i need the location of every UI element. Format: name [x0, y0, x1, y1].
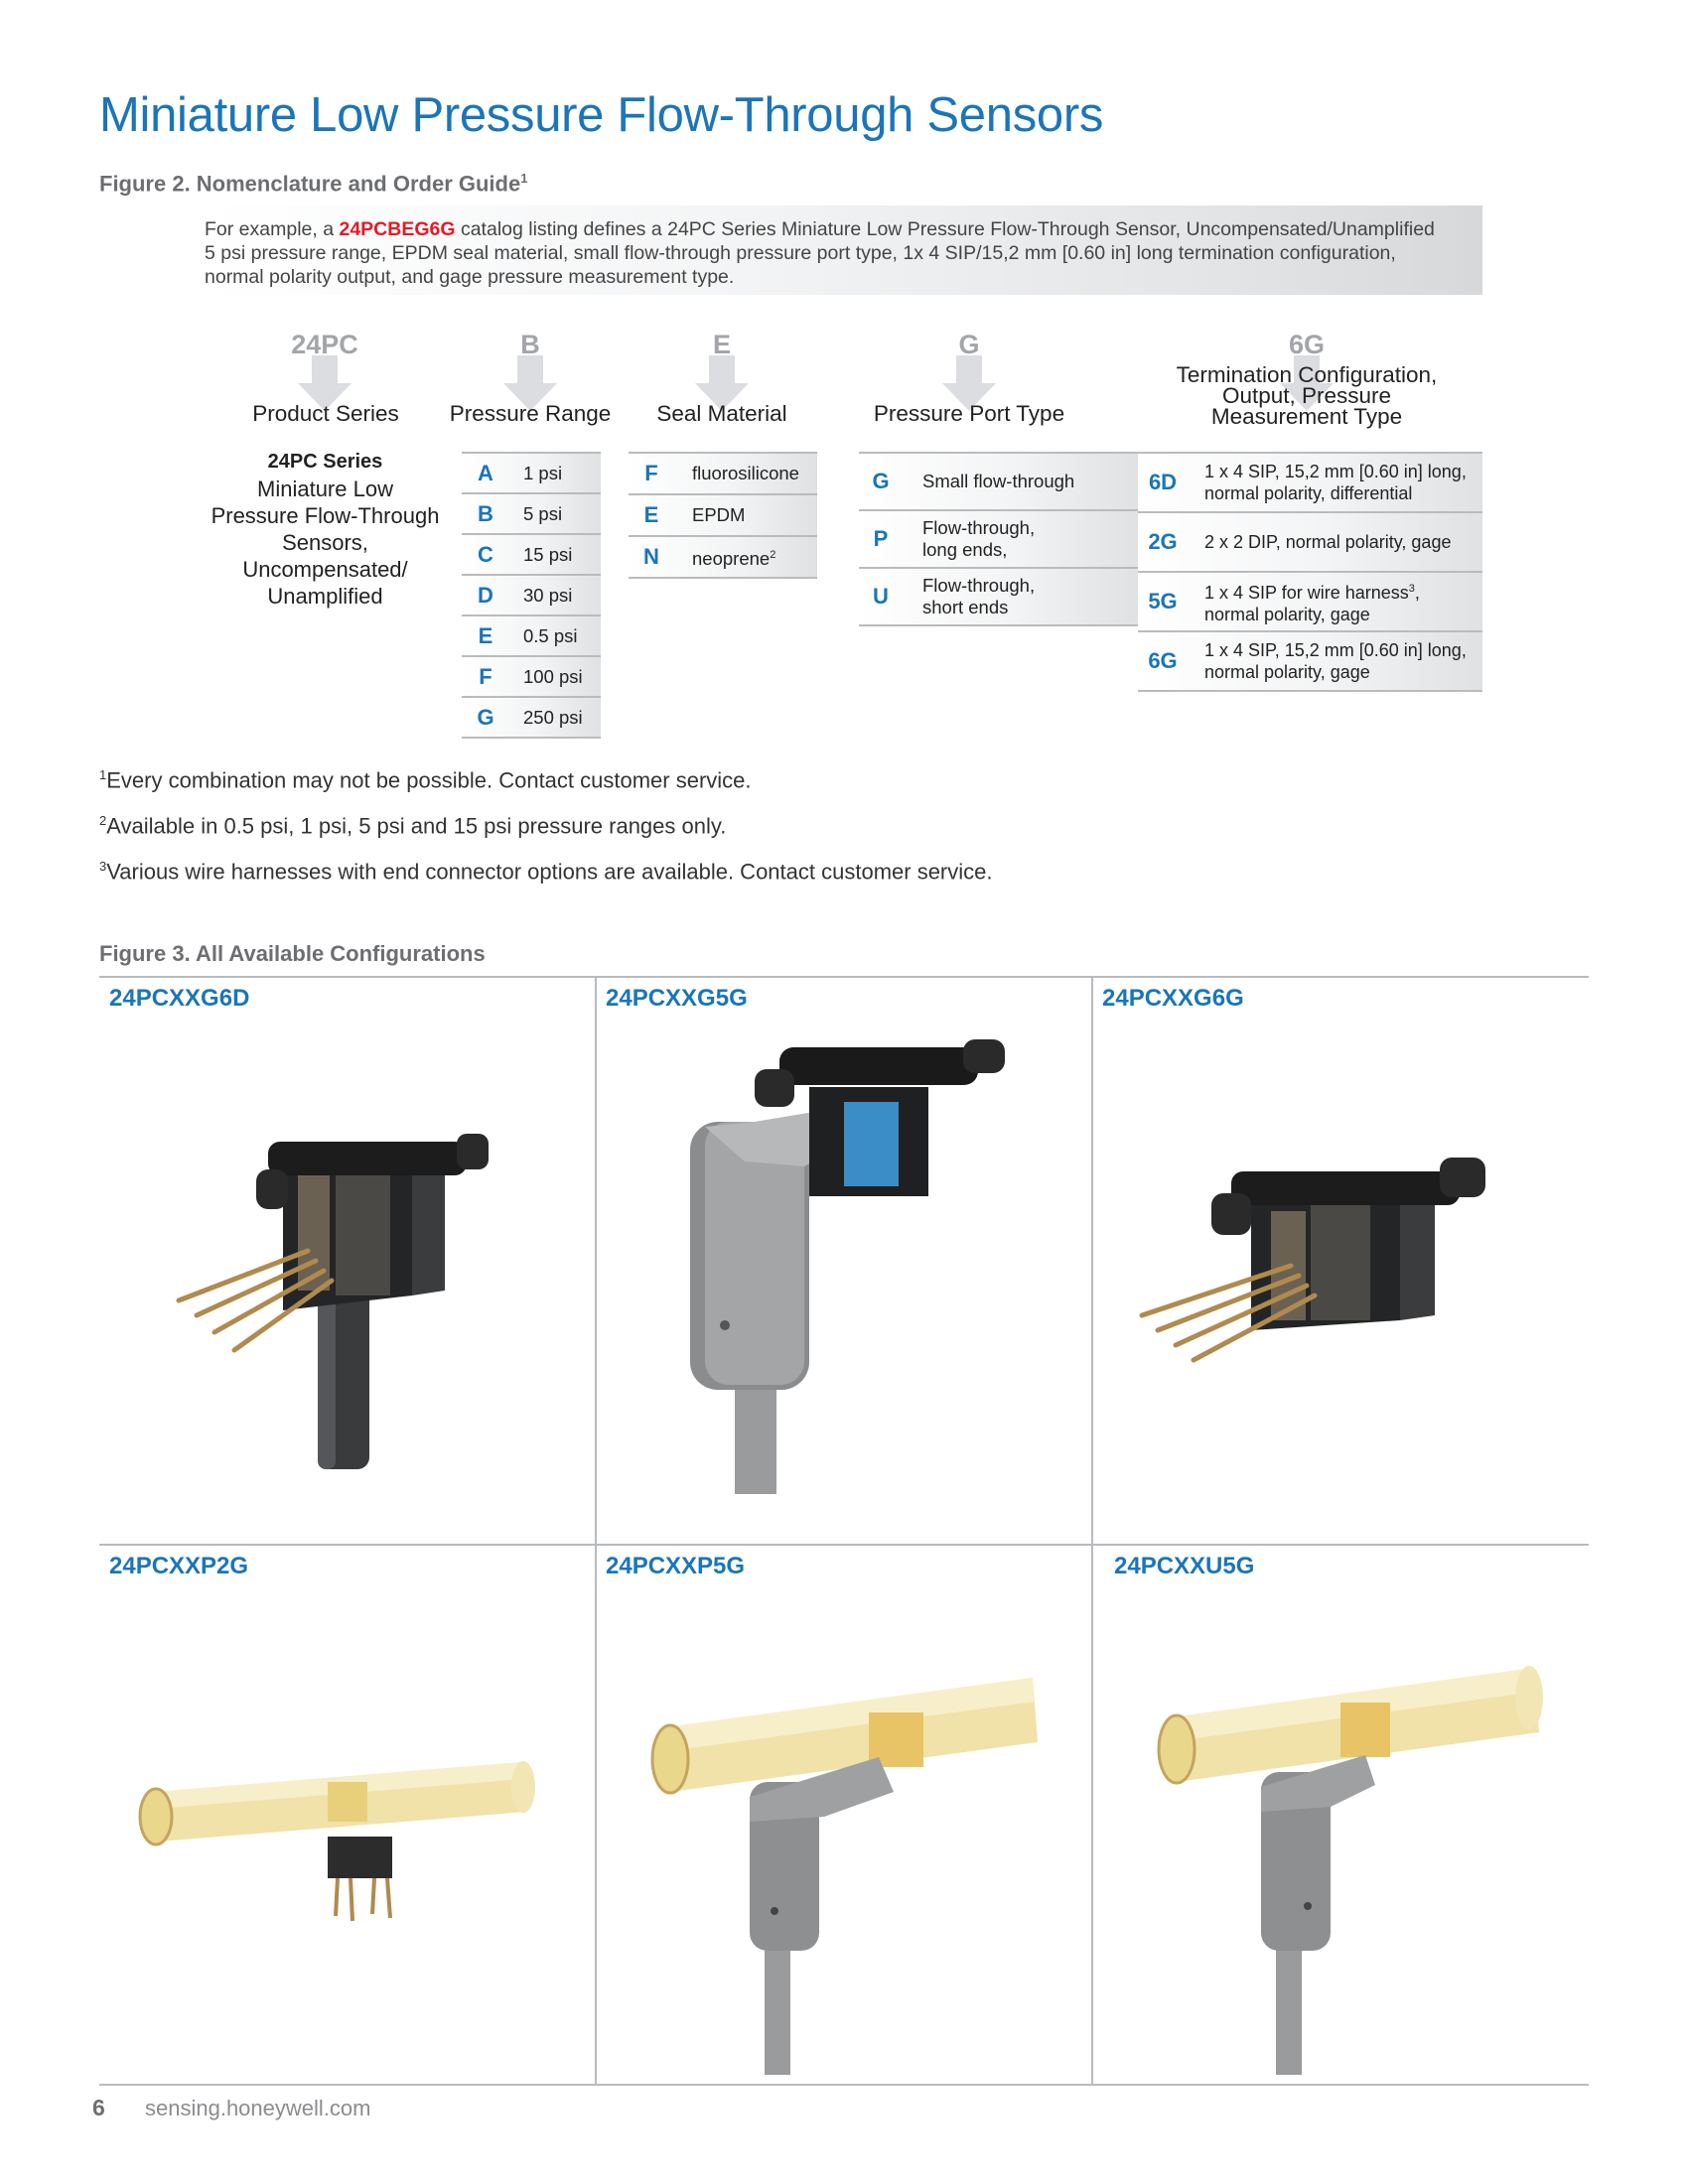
option-value-line [1204, 578, 1420, 604]
grid-divider [1091, 978, 1093, 2084]
column-label: Pressure Range [449, 401, 612, 426]
termination-table [1138, 452, 1482, 692]
option-key: P [873, 526, 889, 551]
footnote-text: Every combination may not be possible. Contact customer service. [106, 767, 752, 793]
page-title: Miniature Low Pressure Flow-Through Sensors [99, 88, 1104, 142]
option-value [1188, 639, 1467, 683]
grid-divider [595, 978, 597, 2084]
table-row [462, 698, 601, 739]
column-code: 24PC [291, 330, 358, 359]
option-value [903, 517, 1035, 561]
column-label-line: Output, Pressure [1221, 383, 1392, 408]
sensor-g6g-image [1132, 1142, 1529, 1370]
table-row [859, 454, 1139, 511]
example-line-1 [205, 217, 1482, 241]
config-label: 24PCXXG5G [606, 985, 748, 1012]
option-value-line: 1 x 4 SIP, 15,2 mm [0.60 in] long, [1204, 462, 1467, 481]
table-row [1138, 632, 1482, 692]
option-value: 250 psi [523, 706, 583, 728]
table-row [1138, 454, 1482, 513]
footnote-1 [99, 767, 752, 793]
pressure-range-table [462, 452, 601, 739]
option-value: 1 psi [523, 462, 563, 483]
sensor-u5g-image [1152, 1648, 1549, 2075]
series-desc-line: Unamplified [267, 584, 383, 609]
option-value-line: normal polarity, gage [1204, 605, 1370, 624]
option-value-sup: 3 [1408, 583, 1415, 595]
series-desc-line: Pressure Flow-Through [211, 503, 440, 528]
option-value [1188, 578, 1420, 625]
option-value-line: long ends, [922, 539, 1008, 560]
option-key: E [478, 622, 493, 648]
sensor-p2g-image [134, 1747, 541, 1926]
footnote-2 [99, 813, 726, 839]
option-value [903, 575, 1035, 618]
table-row [629, 537, 817, 579]
column-label-line: Measurement Type [1210, 404, 1403, 429]
table-row [859, 569, 1139, 626]
option-key: 6G [1148, 648, 1178, 673]
series-desc-line: Sensors, [282, 530, 368, 555]
grid-divider [99, 2084, 1589, 2086]
footnote-sup: 1 [99, 767, 107, 782]
option-value: 5 psi [523, 502, 563, 524]
config-label: 24PCXXP5G [606, 1553, 746, 1579]
option-value-line: normal polarity, gage [1204, 662, 1370, 682]
column-label-line: Termination Configuration, [1176, 362, 1438, 387]
footnote-text: Available in 0.5 psi, 1 psi, 5 psi and 15 psi pressure ranges only. [106, 813, 727, 839]
option-key: F [479, 663, 492, 689]
series-description [204, 449, 447, 610]
option-key: F [644, 461, 658, 485]
grid-divider [99, 1544, 1589, 1546]
column-label: Seal Material [656, 401, 787, 426]
sensor-g5g-image [685, 1027, 1023, 1494]
option-key: D [478, 582, 493, 608]
sensor-p5g-image [645, 1668, 1043, 2075]
config-label: 24PCXXP2G [109, 1553, 249, 1579]
option-value: EPDM [692, 504, 746, 525]
table-row [859, 511, 1139, 569]
table-row [1138, 513, 1482, 573]
option-key: 2G [1148, 529, 1178, 554]
port-type-table [859, 452, 1139, 626]
column-label-termination [1158, 364, 1456, 427]
option-value-neoprene [674, 544, 775, 570]
option-key: G [872, 469, 890, 493]
option-key: N [643, 544, 659, 569]
option-value-line: Flow-through, [922, 575, 1036, 596]
option-key: A [478, 460, 493, 485]
table-row [462, 494, 601, 535]
page-number: 6 [92, 2095, 105, 2120]
option-value-line: Flow-through, [922, 517, 1036, 538]
footnote-3 [99, 859, 993, 885]
sensor-g6d-image [169, 1112, 526, 1489]
figure2-caption [99, 171, 527, 197]
figure3-caption: Figure 3. All Available Configurations [99, 941, 486, 966]
example-line1-rest: catalog listing defines a 24PC Series Miniature Low Pressure Flow-Through Sensor, Uncompensated/Unamplified [455, 218, 1435, 240]
option-value: 0.5 psi [523, 624, 578, 646]
series-desc-line: Uncompensated/ [242, 557, 408, 582]
option-key: U [873, 584, 889, 609]
option-value-text: neoprene [692, 548, 771, 570]
table-row [462, 535, 601, 576]
column-label: Pressure Port Type [873, 401, 1065, 426]
series-name: 24PC Series [267, 451, 383, 473]
table-row [462, 454, 601, 494]
option-value-line: 1 x 4 SIP, 15,2 mm [0.60 in] long, [1204, 640, 1467, 660]
table-row [629, 495, 817, 537]
table-row [1138, 573, 1482, 632]
column-code: 6G [1288, 330, 1326, 359]
option-key: E [643, 502, 659, 527]
example-line-3: normal polarity output, and gage pressure measurement type. [205, 266, 735, 288]
series-desc-line: Miniature Low [257, 477, 393, 501]
option-value-sup: 2 [770, 548, 776, 561]
column-code: G [958, 330, 980, 359]
figure2-caption-sup: 1 [520, 171, 528, 186]
column-code: B [520, 330, 540, 359]
config-label: 24PCXXG6G [1102, 985, 1244, 1012]
example-box [202, 205, 1482, 295]
option-value: 30 psi [523, 584, 573, 606]
option-value: Small flow-through [922, 471, 1075, 491]
column-label: Product Series [252, 401, 399, 426]
example-code: 24PCBEG6G [339, 218, 456, 240]
option-key: 5G [1148, 589, 1178, 614]
option-value-line: normal polarity, differential [1204, 483, 1413, 503]
option-value [1188, 461, 1467, 504]
table-row [462, 616, 601, 657]
example-prefix: For example, a [205, 218, 340, 240]
seal-material-table [629, 452, 817, 579]
option-key: G [477, 704, 494, 730]
grid-divider [99, 976, 1589, 978]
option-value: 15 psi [523, 543, 573, 565]
figure2-caption-text: Figure 2. Nomenclature and Order Guide [99, 171, 521, 197]
config-label: 24PCXXU5G [1114, 1553, 1255, 1579]
option-value-line: short ends [922, 597, 1009, 617]
option-value: 100 psi [523, 665, 583, 687]
table-row [462, 657, 601, 698]
table-row [629, 454, 817, 495]
example-line-2: 5 psi pressure range, EPDM seal material, small flow-through pressure port type, 1x 4 SIP/15,2 mm [0.60 in] long termination configuration, [205, 242, 1396, 264]
option-value-text: 1 x 4 SIP for wire harness [1204, 583, 1409, 603]
footnote-text: Various wire harnesses with end connector options are available. Contact customer service. [106, 859, 993, 885]
option-value: 2 x 2 DIP, normal polarity, gage [1204, 532, 1452, 552]
option-key: B [478, 500, 493, 526]
column-code: E [712, 330, 731, 359]
footnote-sup: 3 [99, 859, 107, 874]
option-value: fluorosilicone [692, 463, 799, 483]
option-value-comma: , [1414, 583, 1420, 603]
table-row [462, 576, 601, 616]
footnote-sup: 2 [99, 813, 107, 828]
option-key: C [478, 541, 493, 567]
footer-url[interactable]: sensing.honeywell.com [145, 2096, 371, 2120]
option-key: 6D [1148, 470, 1178, 494]
config-label: 24PCXXG6D [109, 985, 250, 1012]
